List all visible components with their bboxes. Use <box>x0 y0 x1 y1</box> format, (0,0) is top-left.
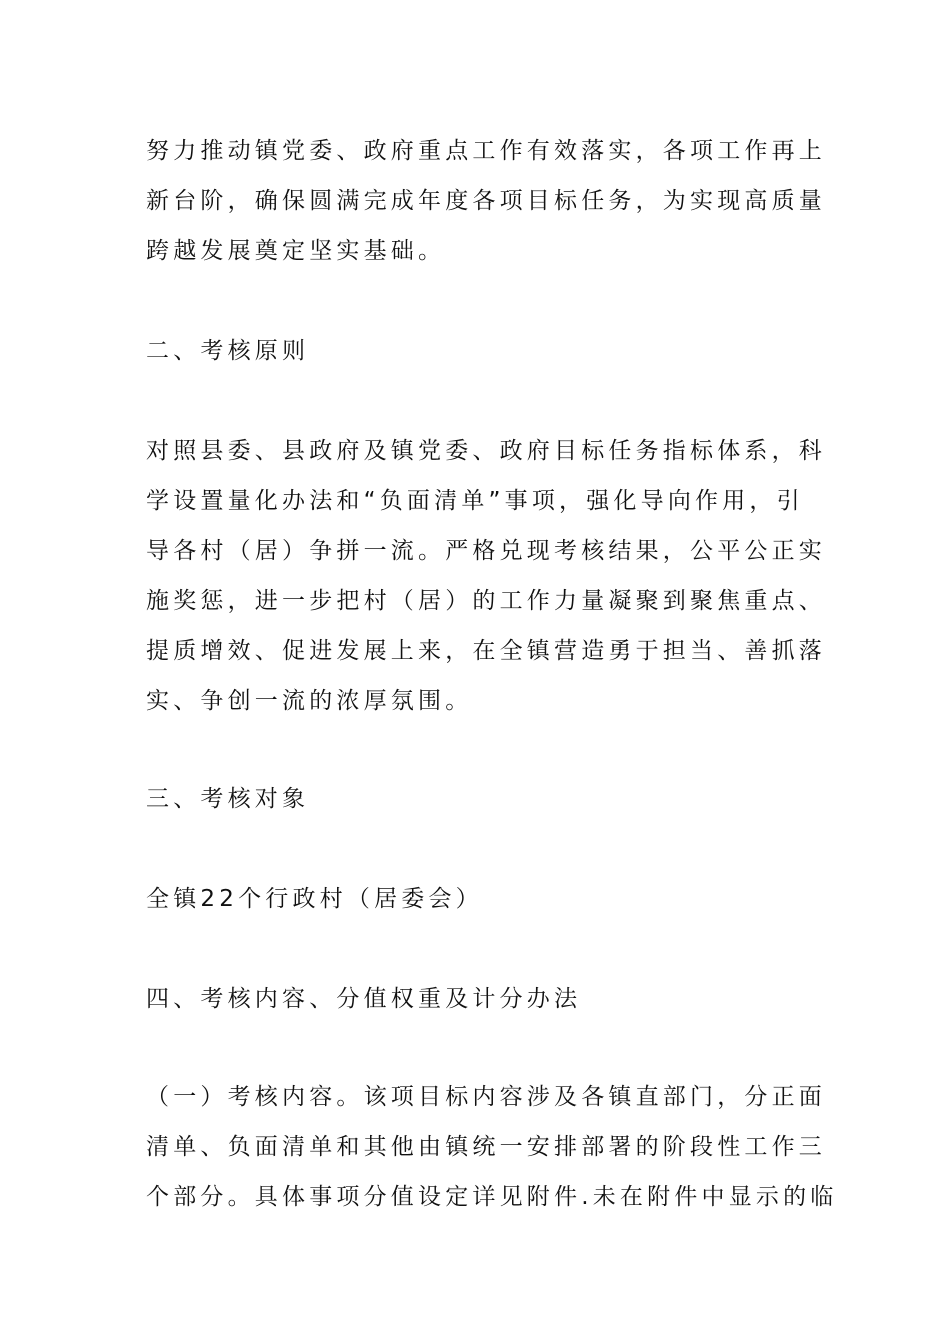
heading-text: 四、考核内容、分值权重及计分办法 <box>146 986 582 1012</box>
paragraph-line: 个部分。具体事项分值设定详见附件.未在附件中显示的临 <box>146 1184 838 1210</box>
paragraph-line: 提质增效、促进发展上来，在全镇营造勇于担当、善抓落 <box>146 638 826 664</box>
paragraph-line: 跨越发展奠定坚实基础。 <box>146 238 446 264</box>
paragraph-line: 对照县委、县政府及镇党委、政府目标任务指标体系，科 <box>146 438 826 464</box>
paragraph-line: 实、争创一流的浓厚氛围。 <box>146 688 473 714</box>
heading-text: 二、考核原则 <box>146 338 310 364</box>
paragraph-line: 努力推动镇党委、政府重点工作有效落实，各项工作再上 <box>146 138 826 164</box>
paragraph-principles <box>146 426 826 726</box>
section-heading-targets <box>146 774 806 824</box>
paragraph-goals-continued <box>146 126 826 276</box>
section-heading-principles <box>146 326 806 376</box>
paragraph-content <box>146 1072 838 1222</box>
paragraph-line: 学设置量化办法和“负面清单”事项，强化导向作用，引 <box>146 488 804 514</box>
paragraph-line: 导各村（居）争拼一流。严格兑现考核结果，公平公正实 <box>146 538 826 564</box>
paragraph-line: 施奖惩，进一步把村（居）的工作力量凝聚到聚焦重点、 <box>146 588 826 614</box>
paragraph-line: 清单、负面清单和其他由镇统一安排部署的阶段性工作三 <box>146 1134 826 1160</box>
heading-text: 三、考核对象 <box>146 786 310 812</box>
paragraph-line: （一）考核内容。该项目标内容涉及各镇直部门，分正面 <box>146 1084 826 1110</box>
section-heading-content <box>146 974 806 1024</box>
paragraph-line: 新台阶，确保圆满完成年度各项目标任务，为实现高质量 <box>146 188 826 214</box>
paragraph-line: 全镇22个行政村（居委会） <box>146 886 483 912</box>
paragraph-targets <box>146 874 806 924</box>
